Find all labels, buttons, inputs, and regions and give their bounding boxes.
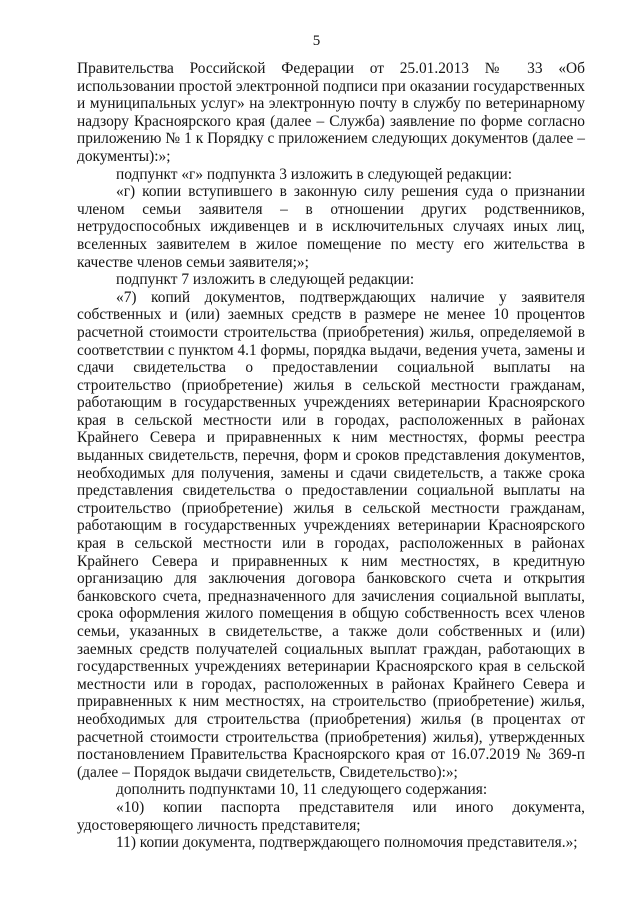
paragraph-5: «7) копий документов, подтверждающих наличие у заявителя собственных и (или) заемных средств в размере не менее 10 процентов расчетной стоимости строительства (приобретения) жилья, определяемой в соответствии с пунктом 4.1 формы, порядка выдачи, ведения учета, замены и сдачи свидетельства о предоставлении социальной выплаты на строительство (приобретение) жилья в сельской местности гражданам, работающим в государственных учреждениях ветеринарии Красноярского края в сельской местности или в городах, расположенных в районах Крайнего Севера и приравненных к ним местностях, формы реестра выданных свидетельств, перечня, форм и сроков представления документов, необходимых для получения, замены и сдачи свидетельств, а также срока представления свидетельства о предоставлении социальной выплаты на строительство (приобретение) жилья в сельской местности гражданам, работающим в государственных учреждениях ветеринарии Красноярского края в сельской местности или в городах, расположенных в районах Крайнего Севера и приравненных к ним местностях, в кредитную организацию для заключения договора банковского счета и открытия банковского счета, предназначенного для зачисления социальной выплаты, срока оформления жилого помещения в общую собственность всех членов семьи, указанных в свидетельстве, а также доли собственных и (или) заемных средств получателей социальных выплат граждан, работающих в государственных учреждениях ветеринарии Красноярского края в сельской местности или в городах, расположенных в районах Крайнего Севера и приравненных к ним местностях, на строительство (приобретение) жилья, необходимых для строительства (приобретения) жилья (в процентах от расчетной стоимости строительства (приобретения) жилья), утвержденных постановлением Правительства Красноярского края от 16.07.2019 № 369-п (далее – Порядок выдачи свидетельств, Свидетельство):»; <box>77 288 585 781</box>
paragraph-8: 11) копии документа, подтверждающего полномочия представителя.»; <box>116 834 578 852</box>
paragraph-7: «10) копии паспорта представителя или иного документа, удостоверяющего личность представителя; <box>77 798 585 834</box>
paragraph-2: подпункт «г» подпункта 3 изложить в следующей редакции: <box>116 165 513 183</box>
paragraph-4: подпункт 7 изложить в следующей редакции: <box>116 271 415 289</box>
paragraph-6: дополнить подпунктами 10, 11 следующего содержания: <box>116 781 488 799</box>
paragraph-3: «г) копии вступившего в законную силу решения суда о признании членом семьи заявителя – в отношении других родственников, нетрудоспособных иждивенцев и в исключительных случаях иных лиц, вселенных заявителем в жилое помещение по месту его жительства в качестве членов семьи заявителя;»; <box>77 183 585 271</box>
page-number: 5 <box>312 33 321 49</box>
paragraph-1: Правительства Российской Федерации от 25.01.2013 № 33 «Об использовании простой электронной подписи при оказании государственных и муниципальных услуг» на электронную почту в службу по ветеринарному надзору Красноярского края (далее – Служба) заявление по форме согласно приложению № 1 к Порядку с приложением следующих документов (далее – документы):»; <box>77 60 585 165</box>
document-body <box>77 60 585 852</box>
